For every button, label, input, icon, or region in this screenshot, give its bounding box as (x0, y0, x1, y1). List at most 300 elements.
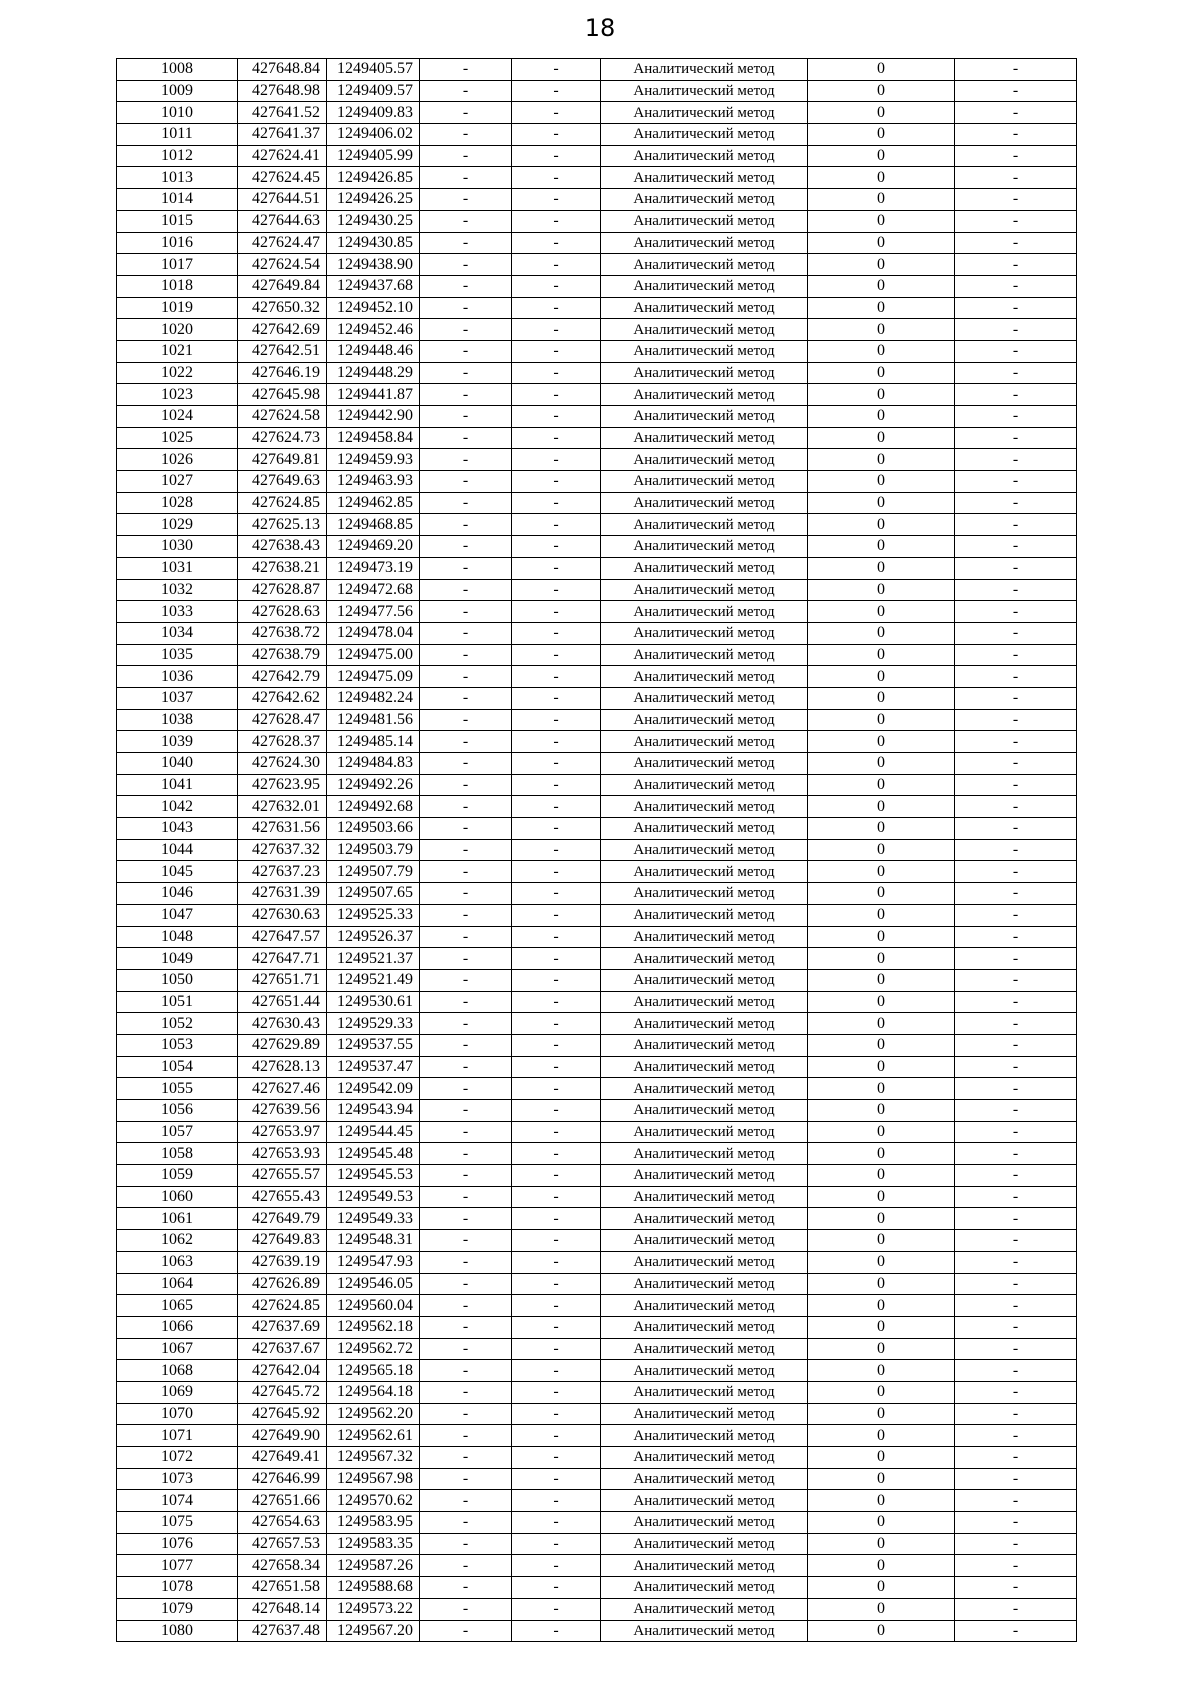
cell-col-7: 0 (808, 1078, 955, 1100)
cell-col-4: - (420, 1490, 512, 1512)
cell-coord-y: 1249567.20 (327, 1620, 420, 1642)
table-row (117, 1273, 1077, 1295)
cell-point-number: 1008 (117, 59, 238, 81)
cell-method: Аналитический метод (601, 1360, 808, 1382)
cell-point-number: 1052 (117, 1013, 238, 1035)
cell-col-5: - (512, 1208, 601, 1230)
cell-method: Аналитический метод (601, 471, 808, 493)
cell-coord-y: 1249442.90 (327, 406, 420, 428)
cell-col-5: - (512, 1316, 601, 1338)
cell-coord-y: 1249484.83 (327, 753, 420, 775)
cell-point-number: 1029 (117, 514, 238, 536)
table-row (117, 969, 1077, 991)
cell-col-7: 0 (808, 471, 955, 493)
cell-method: Аналитический метод (601, 145, 808, 167)
cell-point-number: 1035 (117, 644, 238, 666)
cell-coord-x: 427630.63 (238, 904, 327, 926)
cell-col-4: - (420, 861, 512, 883)
cell-coord-y: 1249567.32 (327, 1447, 420, 1469)
table-row (117, 1577, 1077, 1599)
table-row (117, 1490, 1077, 1512)
cell-coord-y: 1249545.53 (327, 1165, 420, 1187)
cell-coord-y: 1249452.46 (327, 319, 420, 341)
cell-col-5: - (512, 622, 601, 644)
cell-coord-x: 427637.32 (238, 839, 327, 861)
table-row (117, 1078, 1077, 1100)
table-row (117, 1230, 1077, 1252)
cell-col-5: - (512, 1143, 601, 1165)
cell-coord-x: 427641.37 (238, 124, 327, 146)
table-row (117, 1533, 1077, 1555)
cell-coord-y: 1249562.20 (327, 1403, 420, 1425)
cell-method: Аналитический метод (601, 948, 808, 970)
cell-method: Аналитический метод (601, 818, 808, 840)
cell-coord-x: 427645.98 (238, 384, 327, 406)
cell-coord-y: 1249562.18 (327, 1316, 420, 1338)
cell-coord-x: 427649.79 (238, 1208, 327, 1230)
cell-method: Аналитический метод (601, 1251, 808, 1273)
cell-col-5: - (512, 514, 601, 536)
cell-coord-y: 1249583.95 (327, 1512, 420, 1534)
cell-col-4: - (420, 254, 512, 276)
cell-point-number: 1049 (117, 948, 238, 970)
cell-coord-y: 1249462.85 (327, 492, 420, 514)
cell-method: Аналитический метод (601, 1273, 808, 1295)
cell-method: Аналитический метод (601, 340, 808, 362)
cell-point-number: 1076 (117, 1533, 238, 1555)
table-row (117, 904, 1077, 926)
cell-col-8: - (955, 1425, 1077, 1447)
cell-col-5: - (512, 297, 601, 319)
cell-col-7: 0 (808, 1121, 955, 1143)
cell-col-5: - (512, 492, 601, 514)
cell-coord-y: 1249409.57 (327, 80, 420, 102)
cell-method: Аналитический метод (601, 1447, 808, 1469)
cell-coord-x: 427649.90 (238, 1425, 327, 1447)
cell-coord-y: 1249583.35 (327, 1533, 420, 1555)
cell-col-4: - (420, 666, 512, 688)
cell-col-7: 0 (808, 557, 955, 579)
cell-point-number: 1055 (117, 1078, 238, 1100)
cell-col-4: - (420, 492, 512, 514)
cell-col-4: - (420, 1121, 512, 1143)
cell-method: Аналитический метод (601, 926, 808, 948)
cell-point-number: 1079 (117, 1598, 238, 1620)
table-row (117, 818, 1077, 840)
cell-method: Аналитический метод (601, 102, 808, 124)
cell-method: Аналитический метод (601, 1490, 808, 1512)
cell-col-4: - (420, 1381, 512, 1403)
table-row (117, 1468, 1077, 1490)
cell-coord-x: 427647.57 (238, 926, 327, 948)
cell-coord-x: 427624.85 (238, 492, 327, 514)
cell-method: Аналитический метод (601, 1165, 808, 1187)
cell-col-7: 0 (808, 1598, 955, 1620)
cell-coord-x: 427653.93 (238, 1143, 327, 1165)
cell-col-7: 0 (808, 1360, 955, 1382)
cell-coord-y: 1249573.22 (327, 1598, 420, 1620)
cell-coord-y: 1249473.19 (327, 557, 420, 579)
cell-col-5: - (512, 1577, 601, 1599)
cell-col-8: - (955, 644, 1077, 666)
cell-coord-y: 1249521.49 (327, 969, 420, 991)
cell-coord-y: 1249544.45 (327, 1121, 420, 1143)
cell-col-7: 0 (808, 1620, 955, 1642)
table-row (117, 926, 1077, 948)
cell-col-7: 0 (808, 427, 955, 449)
cell-col-7: 0 (808, 254, 955, 276)
cell-method: Аналитический метод (601, 1100, 808, 1122)
table-row (117, 167, 1077, 189)
cell-col-8: - (955, 774, 1077, 796)
cell-col-7: 0 (808, 275, 955, 297)
cell-col-5: - (512, 1273, 601, 1295)
cell-point-number: 1065 (117, 1295, 238, 1317)
cell-col-8: - (955, 1295, 1077, 1317)
cell-col-4: - (420, 102, 512, 124)
cell-col-5: - (512, 1165, 601, 1187)
cell-coord-y: 1249560.04 (327, 1295, 420, 1317)
cell-col-7: 0 (808, 1403, 955, 1425)
cell-col-4: - (420, 124, 512, 146)
cell-coord-x: 427642.51 (238, 340, 327, 362)
table-row (117, 1295, 1077, 1317)
cell-col-7: 0 (808, 666, 955, 688)
cell-point-number: 1024 (117, 406, 238, 428)
cell-point-number: 1012 (117, 145, 238, 167)
cell-coord-y: 1249549.33 (327, 1208, 420, 1230)
cell-col-8: - (955, 1338, 1077, 1360)
table-row (117, 839, 1077, 861)
cell-col-4: - (420, 1295, 512, 1317)
cell-point-number: 1019 (117, 297, 238, 319)
cell-coord-y: 1249587.26 (327, 1555, 420, 1577)
cell-col-7: 0 (808, 904, 955, 926)
cell-coord-y: 1249549.53 (327, 1186, 420, 1208)
cell-col-4: - (420, 687, 512, 709)
cell-coord-y: 1249543.94 (327, 1100, 420, 1122)
cell-col-4: - (420, 1034, 512, 1056)
cell-col-7: 0 (808, 514, 955, 536)
cell-col-4: - (420, 1447, 512, 1469)
cell-coord-y: 1249485.14 (327, 731, 420, 753)
cell-point-number: 1028 (117, 492, 238, 514)
cell-col-7: 0 (808, 384, 955, 406)
cell-col-8: - (955, 1468, 1077, 1490)
cell-col-7: 0 (808, 709, 955, 731)
cell-point-number: 1078 (117, 1577, 238, 1599)
cell-method: Аналитический метод (601, 254, 808, 276)
cell-coord-y: 1249503.66 (327, 818, 420, 840)
cell-col-4: - (420, 753, 512, 775)
cell-col-7: 0 (808, 189, 955, 211)
cell-coord-x: 427624.85 (238, 1295, 327, 1317)
cell-col-7: 0 (808, 796, 955, 818)
table-row (117, 948, 1077, 970)
cell-coord-y: 1249405.57 (327, 59, 420, 81)
cell-point-number: 1048 (117, 926, 238, 948)
cell-col-8: - (955, 297, 1077, 319)
table-row (117, 80, 1077, 102)
cell-method: Аналитический метод (601, 536, 808, 558)
table-row (117, 1316, 1077, 1338)
table-row (117, 1403, 1077, 1425)
cell-coord-x: 427628.13 (238, 1056, 327, 1078)
cell-coord-y: 1249458.84 (327, 427, 420, 449)
cell-method: Аналитический метод (601, 1208, 808, 1230)
cell-coord-x: 427649.83 (238, 1230, 327, 1252)
cell-coord-y: 1249475.09 (327, 666, 420, 688)
cell-point-number: 1047 (117, 904, 238, 926)
cell-col-7: 0 (808, 1013, 955, 1035)
cell-col-4: - (420, 1273, 512, 1295)
cell-point-number: 1041 (117, 774, 238, 796)
cell-col-7: 0 (808, 1230, 955, 1252)
cell-method: Аналитический метод (601, 622, 808, 644)
cell-method: Аналитический метод (601, 167, 808, 189)
page-number: 18 (584, 14, 616, 42)
cell-col-5: - (512, 1533, 601, 1555)
cell-col-4: - (420, 1208, 512, 1230)
cell-point-number: 1054 (117, 1056, 238, 1078)
table-row (117, 1381, 1077, 1403)
table-row (117, 492, 1077, 514)
cell-coord-y: 1249426.85 (327, 167, 420, 189)
cell-col-4: - (420, 145, 512, 167)
cell-method: Аналитический метод (601, 1186, 808, 1208)
cell-col-7: 0 (808, 1555, 955, 1577)
cell-col-7: 0 (808, 644, 955, 666)
cell-coord-y: 1249492.26 (327, 774, 420, 796)
cell-col-7: 0 (808, 59, 955, 81)
cell-col-5: - (512, 1251, 601, 1273)
cell-method: Аналитический метод (601, 124, 808, 146)
table-row (117, 124, 1077, 146)
cell-col-4: - (420, 1512, 512, 1534)
cell-col-8: - (955, 1360, 1077, 1382)
cell-point-number: 1066 (117, 1316, 238, 1338)
cell-col-7: 0 (808, 1165, 955, 1187)
cell-method: Аналитический метод (601, 1577, 808, 1599)
cell-col-4: - (420, 340, 512, 362)
table-row (117, 666, 1077, 688)
cell-col-7: 0 (808, 406, 955, 428)
cell-col-5: - (512, 839, 601, 861)
cell-col-8: - (955, 1013, 1077, 1035)
cell-method: Аналитический метод (601, 644, 808, 666)
cell-col-8: - (955, 557, 1077, 579)
cell-point-number: 1059 (117, 1165, 238, 1187)
cell-col-5: - (512, 1078, 601, 1100)
cell-col-8: - (955, 1186, 1077, 1208)
cell-col-7: 0 (808, 1056, 955, 1078)
cell-col-5: - (512, 406, 601, 428)
cell-method: Аналитический метод (601, 1338, 808, 1360)
cell-coord-y: 1249548.31 (327, 1230, 420, 1252)
cell-point-number: 1031 (117, 557, 238, 579)
cell-col-8: - (955, 926, 1077, 948)
cell-col-4: - (420, 1251, 512, 1273)
cell-point-number: 1050 (117, 969, 238, 991)
cell-col-8: - (955, 753, 1077, 775)
cell-col-8: - (955, 861, 1077, 883)
cell-col-8: - (955, 687, 1077, 709)
cell-col-7: 0 (808, 1533, 955, 1555)
cell-col-7: 0 (808, 449, 955, 471)
table-row (117, 1121, 1077, 1143)
cell-coord-x: 427644.51 (238, 189, 327, 211)
table-row (117, 189, 1077, 211)
cell-coord-y: 1249469.20 (327, 536, 420, 558)
cell-method: Аналитический метод (601, 991, 808, 1013)
cell-col-7: 0 (808, 297, 955, 319)
cell-point-number: 1017 (117, 254, 238, 276)
cell-col-7: 0 (808, 818, 955, 840)
cell-col-8: - (955, 1034, 1077, 1056)
cell-coord-x: 427637.67 (238, 1338, 327, 1360)
cell-col-5: - (512, 1512, 601, 1534)
cell-coord-y: 1249570.62 (327, 1490, 420, 1512)
cell-col-5: - (512, 102, 601, 124)
cell-col-7: 0 (808, 601, 955, 623)
cell-coord-x: 427654.63 (238, 1512, 327, 1534)
cell-coord-y: 1249430.25 (327, 210, 420, 232)
cell-method: Аналитический метод (601, 59, 808, 81)
cell-coord-x: 427645.92 (238, 1403, 327, 1425)
cell-point-number: 1046 (117, 883, 238, 905)
cell-method: Аналитический метод (601, 1013, 808, 1035)
cell-point-number: 1027 (117, 471, 238, 493)
cell-col-4: - (420, 601, 512, 623)
cell-method: Аналитический метод (601, 579, 808, 601)
cell-col-5: - (512, 1555, 601, 1577)
cell-col-8: - (955, 1208, 1077, 1230)
cell-method: Аналитический метод (601, 753, 808, 775)
cell-method: Аналитический метод (601, 1533, 808, 1555)
cell-point-number: 1067 (117, 1338, 238, 1360)
cell-col-4: - (420, 557, 512, 579)
cell-method: Аналитический метод (601, 666, 808, 688)
cell-point-number: 1018 (117, 275, 238, 297)
cell-col-4: - (420, 1316, 512, 1338)
cell-col-8: - (955, 622, 1077, 644)
cell-method: Аналитический метод (601, 319, 808, 341)
cell-col-8: - (955, 991, 1077, 1013)
cell-method: Аналитический метод (601, 969, 808, 991)
cell-coord-x: 427646.99 (238, 1468, 327, 1490)
cell-col-8: - (955, 514, 1077, 536)
cell-coord-y: 1249452.10 (327, 297, 420, 319)
cell-col-5: - (512, 319, 601, 341)
cell-coord-x: 427637.48 (238, 1620, 327, 1642)
cell-col-8: - (955, 1273, 1077, 1295)
cell-col-8: - (955, 904, 1077, 926)
cell-point-number: 1061 (117, 1208, 238, 1230)
cell-col-8: - (955, 384, 1077, 406)
cell-col-5: - (512, 1447, 601, 1469)
cell-col-4: - (420, 969, 512, 991)
cell-col-5: - (512, 557, 601, 579)
cell-method: Аналитический метод (601, 297, 808, 319)
cell-coord-x: 427638.43 (238, 536, 327, 558)
cell-point-number: 1033 (117, 601, 238, 623)
cell-coord-x: 427628.47 (238, 709, 327, 731)
cell-col-5: - (512, 124, 601, 146)
cell-col-8: - (955, 601, 1077, 623)
cell-col-4: - (420, 579, 512, 601)
table-row (117, 1165, 1077, 1187)
cell-coord-y: 1249482.24 (327, 687, 420, 709)
cell-method: Аналитический метод (601, 1512, 808, 1534)
cell-col-7: 0 (808, 1316, 955, 1338)
cell-col-8: - (955, 883, 1077, 905)
cell-coord-y: 1249526.37 (327, 926, 420, 948)
cell-col-8: - (955, 124, 1077, 146)
cell-col-5: - (512, 1403, 601, 1425)
table-row (117, 1512, 1077, 1534)
cell-col-8: - (955, 1447, 1077, 1469)
cell-col-8: - (955, 362, 1077, 384)
cell-point-number: 1013 (117, 167, 238, 189)
cell-col-4: - (420, 1468, 512, 1490)
cell-col-5: - (512, 427, 601, 449)
cell-coord-x: 427625.13 (238, 514, 327, 536)
cell-col-4: - (420, 926, 512, 948)
table-row (117, 622, 1077, 644)
table-row (117, 1100, 1077, 1122)
table-row (117, 1056, 1077, 1078)
cell-col-7: 0 (808, 1425, 955, 1447)
cell-coord-x: 427655.57 (238, 1165, 327, 1187)
cell-col-5: - (512, 601, 601, 623)
cell-point-number: 1021 (117, 340, 238, 362)
cell-coord-x: 427630.43 (238, 1013, 327, 1035)
cell-col-8: - (955, 406, 1077, 428)
cell-coord-y: 1249567.98 (327, 1468, 420, 1490)
cell-col-4: - (420, 1100, 512, 1122)
cell-col-8: - (955, 1620, 1077, 1642)
cell-point-number: 1040 (117, 753, 238, 775)
cell-coord-x: 427624.45 (238, 167, 327, 189)
cell-coord-x: 427638.21 (238, 557, 327, 579)
cell-col-4: - (420, 1165, 512, 1187)
table-row (117, 991, 1077, 1013)
cell-coord-x: 427642.62 (238, 687, 327, 709)
cell-col-5: - (512, 536, 601, 558)
cell-col-4: - (420, 1186, 512, 1208)
table-row (117, 1338, 1077, 1360)
cell-coord-y: 1249562.72 (327, 1338, 420, 1360)
table-row (117, 59, 1077, 81)
cell-coord-y: 1249472.68 (327, 579, 420, 601)
cell-col-5: - (512, 275, 601, 297)
cell-coord-x: 427624.54 (238, 254, 327, 276)
cell-col-7: 0 (808, 536, 955, 558)
cell-col-7: 0 (808, 948, 955, 970)
cell-col-8: - (955, 1598, 1077, 1620)
cell-col-5: - (512, 883, 601, 905)
cell-col-8: - (955, 1555, 1077, 1577)
cell-col-4: - (420, 1056, 512, 1078)
cell-col-5: - (512, 644, 601, 666)
cell-point-number: 1053 (117, 1034, 238, 1056)
table-row (117, 1251, 1077, 1273)
table-row (117, 557, 1077, 579)
cell-col-4: - (420, 189, 512, 211)
cell-point-number: 1022 (117, 362, 238, 384)
cell-col-5: - (512, 232, 601, 254)
cell-coord-x: 427645.72 (238, 1381, 327, 1403)
